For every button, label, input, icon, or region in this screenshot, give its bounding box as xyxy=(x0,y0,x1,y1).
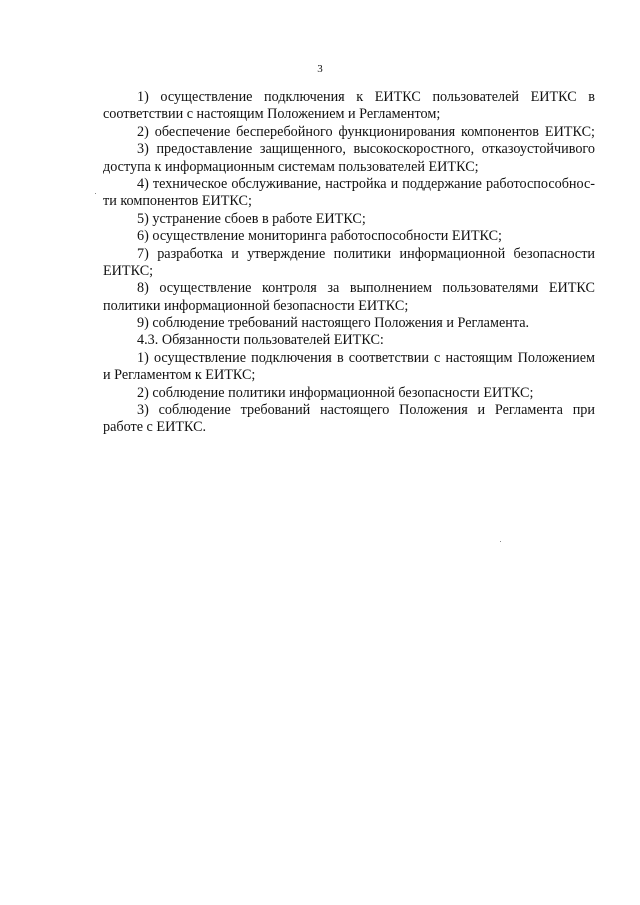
text-line: 1) осуществление подключения в соответствии с настоящим Положением xyxy=(137,349,595,366)
text-line: 8) осуществление контроля за выполнением пользователями ЕИТКС xyxy=(137,280,595,297)
text-line: 3) предоставление защищенного, высокоскоростного, отказоустойчивого xyxy=(137,141,595,158)
text-line: доступа к информационным системам пользователей ЕИТКС; xyxy=(103,158,479,175)
section-heading: 4.3. Обязанности пользователей ЕИТКС: xyxy=(137,332,384,349)
text-line: 9) соблюдение требований настоящего Положения и Регламента. xyxy=(137,315,530,332)
text-line: ЕИТКС; xyxy=(103,262,154,279)
text-line: политики информационной безопасности ЕИТКС; xyxy=(103,297,409,314)
text-line: работе с ЕИТКС. xyxy=(103,419,207,436)
text-line: и Регламентом к ЕИТКС; xyxy=(103,367,256,384)
text-line: 2) соблюдение политики информационной безопасности ЕИТКС; xyxy=(137,384,534,401)
text-line: 2) обеспечение бесперебойного функционирования компонентов ЕИТКС; xyxy=(137,123,595,140)
text-line: ти компонентов ЕИТКС; xyxy=(103,193,252,210)
scan-speck xyxy=(95,193,96,194)
text-line: 6) осуществление мониторинга работоспособности ЕИТКС; xyxy=(137,228,503,245)
text-line: 7) разработка и утверждение политики информационной безопасности xyxy=(137,245,595,262)
text-line: 3) соблюдение требований настоящего Положения и Регламента при xyxy=(137,402,595,419)
text-line: соответствии с настоящим Положением и Регламентом; xyxy=(103,106,441,123)
scan-speck xyxy=(500,541,501,542)
text-line: 4) техническое обслуживание, настройка и поддержание работоспособнос- xyxy=(137,175,595,192)
text-line: 5) устранение сбоев в работе ЕИТКС; xyxy=(137,210,366,227)
document-body xyxy=(103,89,595,437)
text-line: 1) осуществление подключения к ЕИТКС пользователей ЕИТКС в xyxy=(137,89,595,105)
page-number: 3 xyxy=(317,63,323,75)
